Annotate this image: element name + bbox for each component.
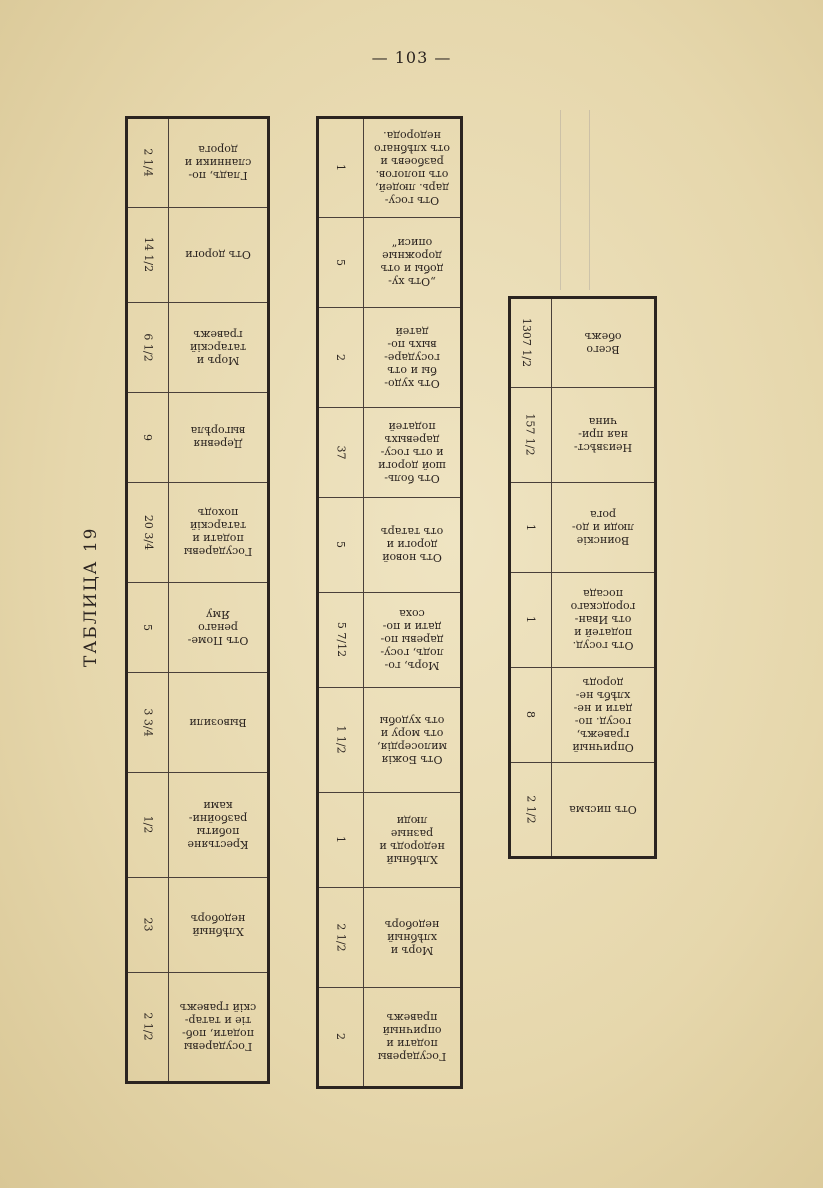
- table-row: [510, 298, 656, 388]
- row-value: 1: [334, 836, 348, 844]
- row-label: Хлѣбный недоборъ: [169, 878, 269, 973]
- table-row: [318, 118, 462, 218]
- table-row: [318, 408, 462, 498]
- row-label: „Отъ ху- добы и отъ дорожные описи“: [364, 218, 462, 308]
- row-label: Государевы подати и татарскій походъ: [169, 483, 269, 583]
- table-row: [318, 218, 462, 308]
- table-row: [318, 308, 462, 408]
- table-row: [127, 878, 269, 973]
- row-value: 1: [334, 164, 348, 172]
- ledger-table-a: [125, 116, 270, 1084]
- table-row: [318, 988, 462, 1088]
- row-value: 6 1/2: [141, 333, 155, 362]
- table-row: [127, 973, 269, 1083]
- row-value: 2 1/2: [524, 795, 538, 824]
- table-row: [318, 498, 462, 593]
- row-value: 5: [334, 541, 348, 549]
- row-value: 3 3/4: [141, 708, 155, 737]
- row-label: Отъ худо- бы и отъ государе- выхъ по- датей: [364, 308, 462, 408]
- table-row: [510, 483, 656, 573]
- row-label: Неизвѣст- ная при- чина: [552, 388, 656, 483]
- row-label: Отъ Поме- ренаго Яму: [169, 583, 269, 673]
- row-label: Отъ госуд. податей и отъ Иван- городскаго посада: [552, 573, 656, 668]
- row-value: 1 1/2: [334, 725, 348, 755]
- row-label: Деревня выгорѣла: [169, 393, 269, 483]
- row-label: Моръ и хлѣбный недоборъ: [364, 888, 462, 988]
- table-row: [127, 483, 269, 583]
- row-label: Всего обежъ: [552, 298, 656, 388]
- row-value: 37: [334, 445, 348, 460]
- row-value: 20 3/4: [141, 514, 155, 551]
- row-value: 23: [141, 918, 155, 932]
- row-value: 5: [141, 624, 155, 631]
- table-row: [127, 583, 269, 673]
- row-value: 1: [524, 524, 538, 531]
- page-number: — 103 —: [371, 48, 452, 67]
- table-row: [127, 118, 269, 208]
- row-label: Отъ Божія милосердія, отъ мору и отъ худобы: [364, 688, 462, 793]
- row-value: 2: [334, 1033, 348, 1041]
- table-row: [510, 763, 656, 858]
- table-row: [318, 888, 462, 988]
- table-row: [510, 668, 656, 763]
- row-label: Хлѣбный недородъ и разные люди: [364, 793, 462, 888]
- row-label: Опричный гравежъ, госуд. по- дати и не- хлѣбъ не- дородъ: [552, 668, 656, 763]
- row-value: 2 1/2: [141, 1012, 155, 1042]
- row-label: Отъ дороги: [169, 208, 269, 303]
- faded-stamp: [560, 110, 590, 290]
- row-value: 1: [524, 616, 538, 624]
- row-label: Моръ, го- лодъ, госу- даревы по- дати и по- соха: [364, 593, 462, 688]
- ledger-table-c: [508, 296, 657, 859]
- table-row: [318, 593, 462, 688]
- table-row: [510, 388, 656, 483]
- table-row: [318, 688, 462, 793]
- row-value: 1307 1/2: [519, 318, 533, 368]
- row-value: 8: [524, 711, 538, 719]
- row-label: Отъ письма: [552, 763, 656, 858]
- table-row: [127, 208, 269, 303]
- row-label: Государевы подати, поб- тіе и татар- скій гравежъ: [169, 973, 269, 1083]
- row-value: 2 1/4: [141, 148, 155, 178]
- row-label: Гладъ, по- сланники и дорога: [169, 118, 269, 208]
- table-row: [318, 793, 462, 888]
- table-row: [127, 673, 269, 773]
- row-value: 1/2: [141, 816, 155, 834]
- table-row: [127, 393, 269, 483]
- row-value: 2 1/2: [334, 923, 348, 952]
- row-value: 5 7/12: [334, 622, 348, 658]
- row-label: Крестьяне побиты разбойни- ками: [169, 773, 269, 878]
- row-label: Государевы подати и опричный правежъ: [364, 988, 462, 1088]
- row-label: Вывозили: [169, 673, 269, 773]
- ledger-table-b: [316, 116, 463, 1089]
- row-label: Воинскіе люди и до- рога: [552, 483, 656, 573]
- row-label: Отъ госу- дарь. людей, отъ пологов. разбоевъ и отъ хлѣбнаго недорода.: [364, 118, 462, 218]
- row-label: Отъ боль- шой дороги и отъ госу- даревыхъ податей: [364, 408, 462, 498]
- table-caption: ТАБЛИЦА 19: [81, 526, 101, 667]
- row-value: 14 1/2: [141, 237, 155, 273]
- row-value: 9: [141, 434, 155, 441]
- row-value: 157 1/2: [523, 413, 537, 457]
- table-row: [510, 573, 656, 668]
- table-row: [127, 773, 269, 878]
- table-row: [127, 303, 269, 393]
- row-value: 5: [334, 259, 348, 266]
- row-label: Отъ новой дороги и отъ татаръ: [364, 498, 462, 593]
- row-value: 2: [334, 354, 348, 361]
- row-label: Моръ и татарскій гравежъ: [169, 303, 269, 393]
